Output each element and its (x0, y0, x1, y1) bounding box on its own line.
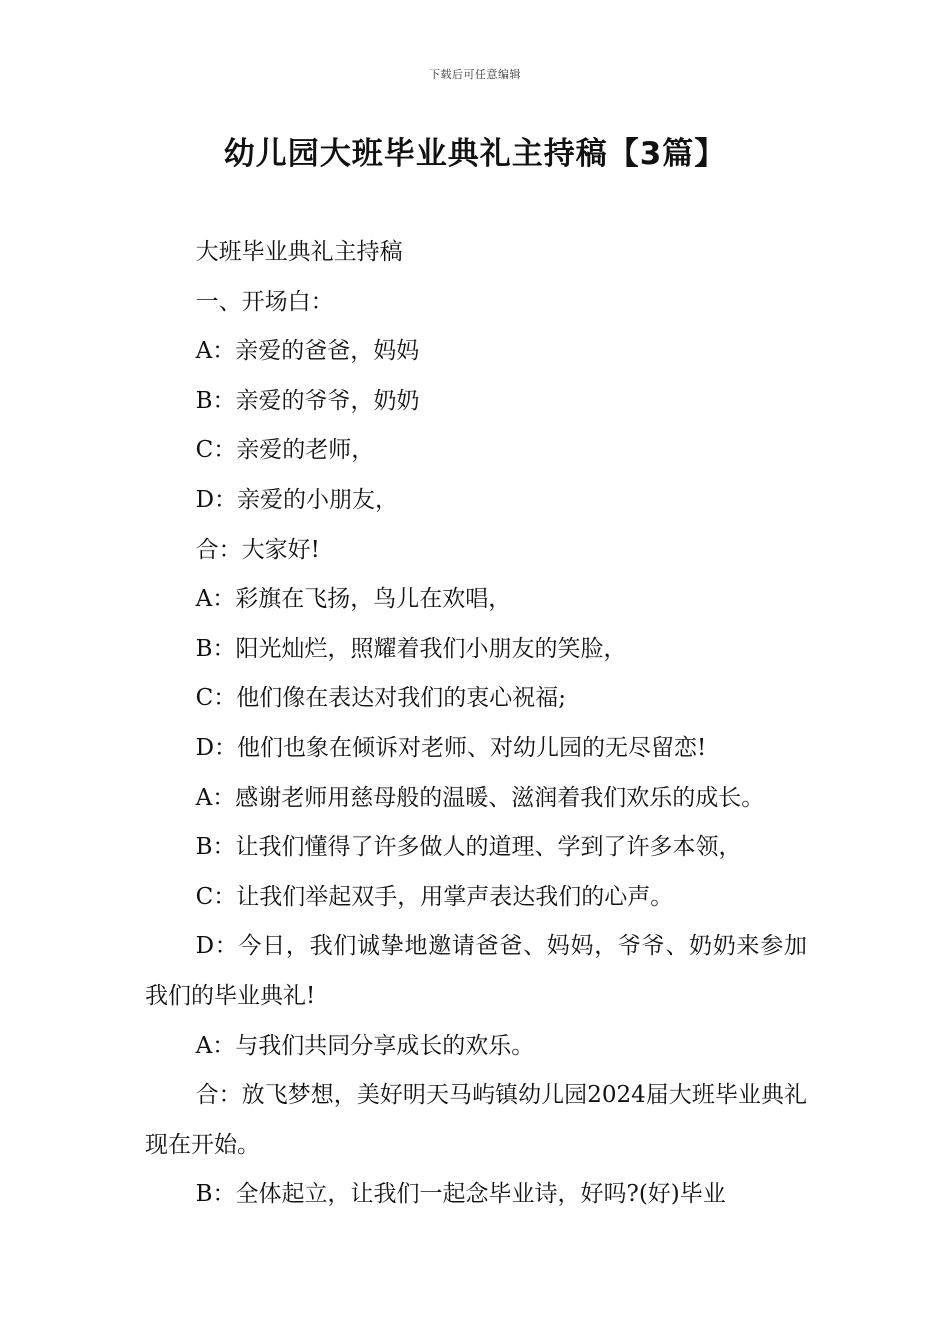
paragraph: 一、开场白： (195, 288, 334, 315)
page-header-note: 下载后可任意编辑 (429, 68, 521, 81)
paragraph: A：感谢老师用慈母般的温暖、滋润着我们欢乐的成长。 (195, 784, 765, 811)
paragraph: 大班毕业典礼主持稿 (195, 239, 403, 265)
paragraph: 合：大家好! (195, 536, 320, 563)
paragraph: C：亲爱的老师， (195, 437, 375, 464)
paragraph: D：亲爱的小朋友， (195, 486, 399, 513)
paragraph: C：让我们举起双手，用掌声表达我们的心声。 (195, 883, 674, 910)
paragraph: A：与我们共同分享成长的欢乐。 (195, 1032, 535, 1059)
paragraph: 合：放飞梦想，美好明天马屿镇幼儿园2024届大班毕业典礼现在开始。 (145, 1082, 807, 1158)
paragraph: B：阳光灿烂，照耀着我们小朋友的笑脸， (195, 635, 627, 662)
paragraph: B：让我们懂得了许多做人的道理、学到了许多本领， (195, 834, 742, 861)
paragraph: C：他们像在表达对我们的衷心祝福; (195, 685, 566, 712)
paragraph: D：他们也象在倾诉对老师、对幼儿园的无尽留恋! (195, 734, 707, 761)
document-title: 幼儿园大班毕业典礼主持稿【3篇】 (223, 136, 727, 172)
paragraph: B：亲爱的爷爷，奶奶 (195, 387, 420, 414)
paragraph: A：彩旗在飞扬，鸟儿在欢唱， (195, 586, 512, 613)
paragraph: D：今日，我们诚挚地邀请爸爸、妈妈，爷爷、奶奶来参加我们的毕业典礼! (145, 933, 807, 1009)
paragraph: A：亲爱的爸爸，妈妈 (195, 338, 420, 365)
paragraph: B：全体起立，让我们一起念毕业诗，好吗?(好)毕业 (195, 1181, 726, 1208)
document-body (145, 228, 807, 1220)
